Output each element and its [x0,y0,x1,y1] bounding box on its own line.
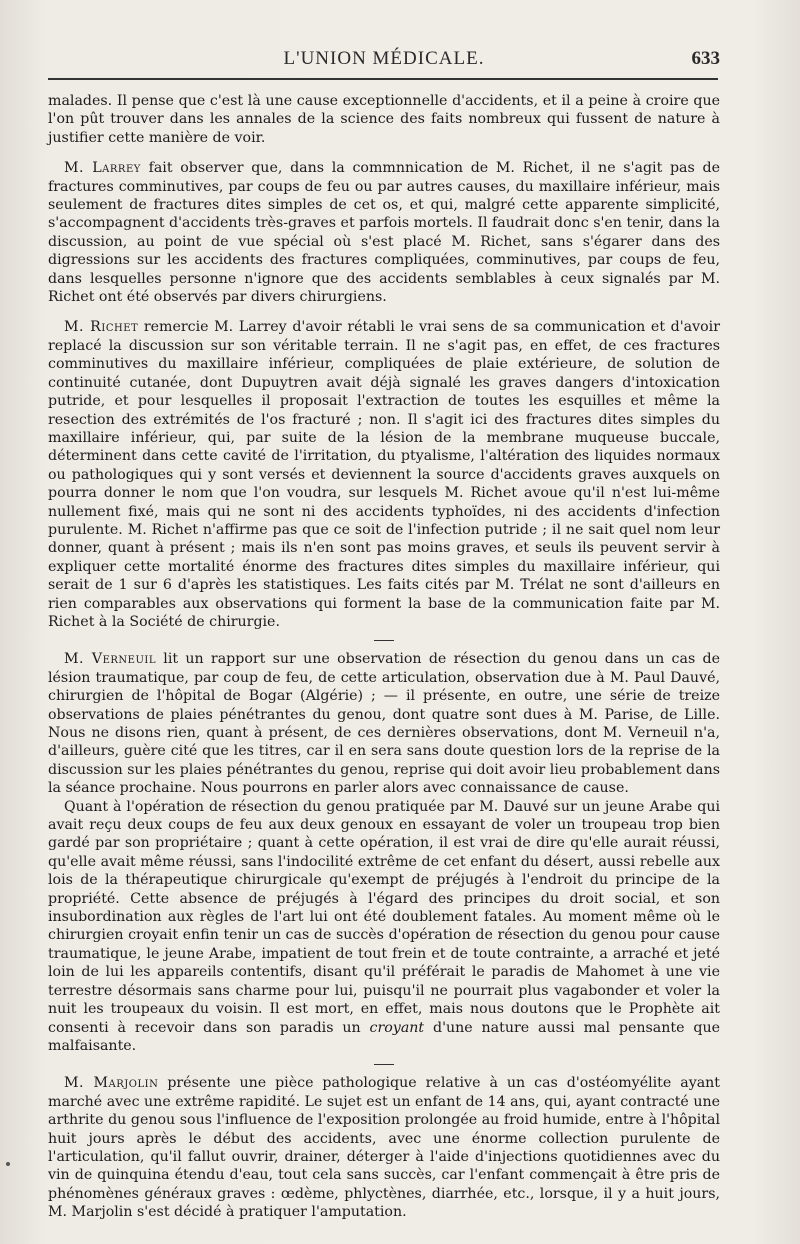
paragraph-larrey [48,159,720,306]
speaker-name: M. Marjolin [64,1075,159,1092]
page-header [48,48,720,76]
section-separator [374,1064,394,1065]
paragraph-richet [48,318,720,631]
paragraph-marjolin [48,1074,720,1221]
section-separator [374,640,394,641]
paragraph-text: remercie M. Larrey d'avoir rétabli le vrai sens de sa communication et d'avoir replacé la discussion sur son véritable terrain. Il ne s'agit pas, en effet, de ces fractures comminutives du maxillaire inférieur, compliquées de plaie extérieure, de solution de continuité cutanée, dont Dupuytren avait déjà signalé les graves dangers d'intoxication putride, et pour lesquelles il proposait l'extraction de toutes les esquilles et même la resection des extrémités de l'os fracturé ; non. Il s'agit ici des fractures dites simples du maxillaire inférieur, qui, par suite de la lésion de la membrane muqueuse buccale, déterminent dans cette cavité de l'irritation, du ptyalisme, l'altération des liquides normaux ou pathologiques qui y sont versés et deviennent la source d'accidents graves auxquels on pourra donner le nom que l'on voudra, sur lesquels M. Richet avoue qu'il n'est lui-même nullement fixé, mais qui ne sont ni des accidents typhoïdes, ni des accidents d'infection purulente. M. Richet n'affirme pas que ce soit de l'infection putride ; il ne sait quel nom leur donner, quant à présent ; mais ils n'en sont pas moins graves, et seuls ils peuvent servir à expliquer cette mortalité énorme des fractures dites simples du maxillaire inférieur, qui serait de 1 sur 6 d'après les statistiques. Les faits cités par M. Trélat ne sont d'ailleurs en rien comparables aux observations qui forment la base de la communication faite par M. Richet à la Société de chirurgie. [48,319,720,630]
running-title: L'UNION MÉDICALE. [283,48,485,69]
article-body [48,92,720,1222]
header-rule [48,78,718,80]
paragraph-text: lit un rapport sur une observation de résection du genou dans un cas de lésion traumatique, par coup de feu, de cette articulation, observation due à M. Paul Dauvé, chirurgien de l'hôpital de Bogar (Algérie) ; — il présente, en outre, une série de treize observations de plaies pénétrantes du genou, dont quatre sont dues à M. Parise, de Lille. Nous ne disons rien, quant à présent, de ces dernières observations, dont M. Verneuil n'a, d'ailleurs, guère cité que les titres, car il en sera sans doute question lors de la reprise de la discussion sur les plaies pénétrantes du genou, reprise qui doit avoir lieu probablement dans la séance prochaine. Nous pourrons en parler alors avec connaissance de cause. [48,651,721,797]
speaker-name: M. Larrey [64,160,141,177]
speaker-name: M. Verneuil [64,651,156,668]
paragraph-verneuil [48,650,720,797]
italic-word: croyant [369,1019,425,1036]
page-number: 633 [691,48,720,69]
paragraph-continuation [48,92,720,147]
speaker-name: M. Richet [64,319,139,336]
paragraph-text: fait observer que, dans la commnnication de M. Richet, il ne s'agit pas de fractures comminutives, par coups de feu ou par autres causes, du maxillaire inférieur, mais seulement de fractures dites simples de cet os, et qui, malgré cette apparente simplicité, s'accompagnent d'accidents très-graves et parfois mortels. Il faudrait donc s'en tenir, dans la discussion, au point de vue spécial où s'est placé M. Richet, sans s'égarer dans des digressions sur les accidents des fractures compliquées, comminutives, par coups de feu, dans lesquelles personne n'ignore que des accidents semblables à ceux signalés par M. Richet ont été observés par divers chirurgiens. [48,160,720,306]
paragraph-text-end: d'une nature aussi mal pensante que malfaisante. [48,1019,720,1054]
paragraph-text: Quant à l'opération de résection du genou pratiquée par M. Dauvé sur un jeune Arabe qui avait reçu deux coups de feu aux deux genoux en essayant de voler un troupeau trop bien gardé par son propriétaire ; quant à cette opération, il est vrai de dire qu'elle aurait réussi, qu'elle avait même réussi, sans l'indocilité extrême de cet enfant du désert, aussi rebelle aux lois de la thérapeutique chirurgicale qu'exempt de préjugés à l'endroit du principe de la propriété. Cette absence de préjugés à l'égard des principes du droit social, et son insubordination aux règles de l'art lui ont été doublement fatales. Au moment même où le chirurgien croyait enfin tenir un cas de succès d'opération de résection du genou pour cause traumatique, le jeune Arabe, impatient de tout frein et de toute contrainte, a arraché et jeté loin de lui les appareils contentifs, disant qu'il préférait le paradis de Mahomet à une vie terrestre désormais sans charme pour lui, puisqu'il ne pourrait plus vagabonder et voler la nuit les troupeaux du voisin. Il est mort, en effet, mais nous doutons que le Prophète ait consenti à recevoir dans son paradis un [48,798,720,1036]
paragraph-text: malades. Il pense que c'est là une cause exceptionnelle d'accidents, et il a peine à croire que l'on pût trouver dans les annales de la science des faits nombreux qui fussent de nature à justifier cette manière de voir. [48,93,720,146]
margin-speck [6,1162,10,1166]
paragraph-dauve-resection [48,798,720,1056]
paragraph-text: présente une pièce pathologique relative à un cas d'ostéomyélite ayant marché avec une extrême rapidité. Le sujet est un enfant de 14 ans, qui, ayant contracté une arthrite du genou sous l'influence de l'exposition prolongée au froid humide, entre à l'hôpital huit jours après le début des accidents, avec une énorme collection purulente de l'articulation, qu'il fallut ouvrir, drainer, déterger à l'aide d'injections quotidiennes avec du vin de quinquina étendu d'eau, tout cela sans succès, car l'enfant commençait à être pris de phénomènes généraux graves : œdème, phlyctènes, diarrhée, etc., lorsque, il y a huit jours, M. Marjolin s'est décidé à pratiquer l'amputation. [48,1075,721,1221]
